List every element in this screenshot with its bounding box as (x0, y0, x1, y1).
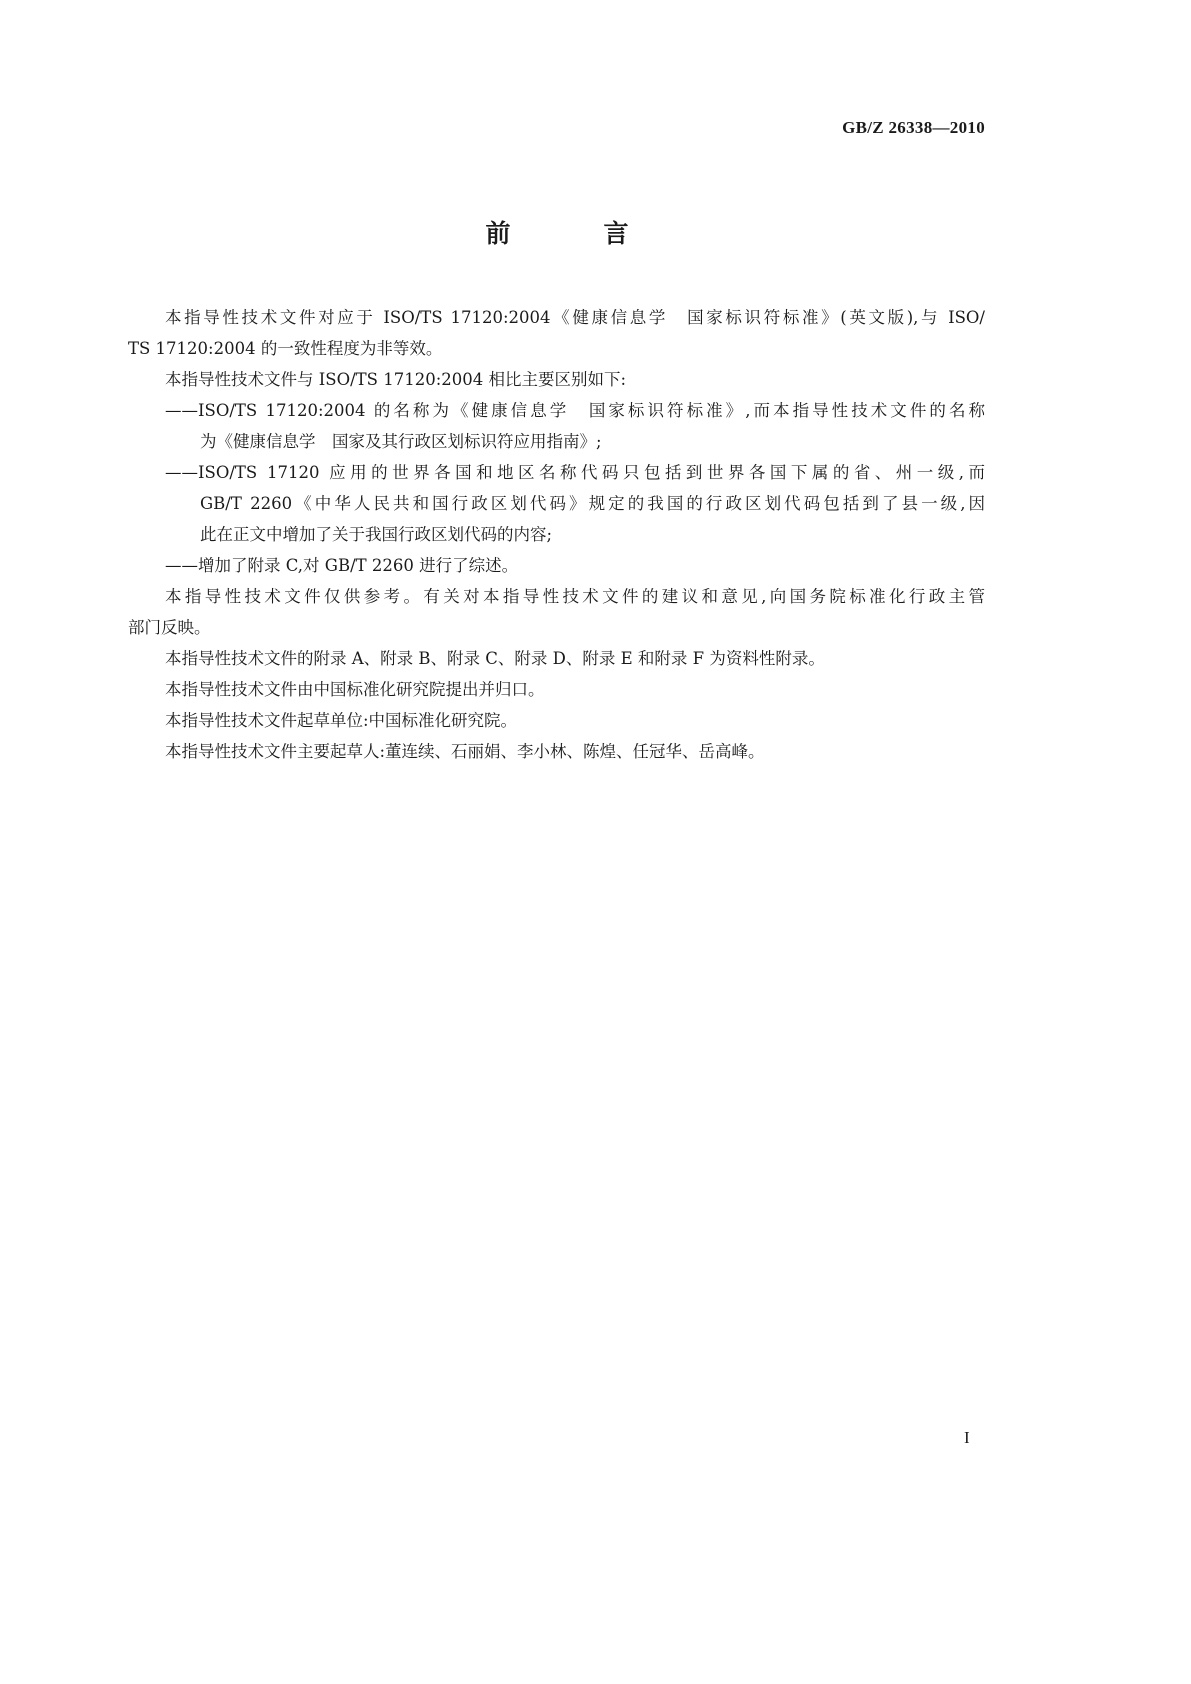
standard-number-header: GB/Z 26338—2010 (842, 118, 985, 137)
list-item-line: GB/T 2260《中华人民共和国行政区划代码》规定的我国的行政区划代码包括到了县一级,因 (200, 494, 985, 513)
paragraph-line: 本指导性技术文件由中国标准化研究院提出并归口。 (165, 680, 545, 699)
list-item-line: ——ISO/TS 17120 应用的世界各国和地区名称代码只包括到世界各国下属的省、州一级,而 (165, 463, 985, 482)
paragraph-line: 部门反映。 (128, 618, 211, 637)
list-item-line: ——增加了附录 C,对 GB/T 2260 进行了综述。 (165, 556, 519, 575)
page-title: 前 言 (485, 219, 663, 248)
paragraph-line: 本指导性技术文件的附录 A、附录 B、附录 C、附录 D、附录 E 和附录 F 为资料性附录。 (165, 649, 825, 668)
paragraph-line: TS 17120:2004 的一致性程度为非等效。 (128, 339, 443, 358)
paragraph-line: 本指导性技术文件仅供参考。有关对本指导性技术文件的建议和意见,向国务院标准化行政主管 (165, 587, 985, 606)
list-item-line: ——ISO/TS 17120:2004 的名称为《健康信息学 国家标识符标准》,而本指导性技术文件的名称 (165, 401, 985, 420)
paragraph-line: 本指导性技术文件起草单位:中国标准化研究院。 (165, 711, 518, 730)
paragraph-line: 本指导性技术文件与 ISO/TS 17120:2004 相比主要区别如下: (165, 370, 627, 389)
list-item-line: 此在正文中增加了关于我国行政区划代码的内容; (200, 525, 553, 544)
paragraph-line: 本指导性技术文件主要起草人:董连续、石丽娟、李小林、陈煌、任冠华、岳高峰。 (165, 742, 765, 761)
page-number: I (964, 1428, 970, 1447)
paragraph-line: 本指导性技术文件对应于 ISO/TS 17120:2004《健康信息学 国家标识符标准》(英文版),与 ISO/ (165, 308, 985, 327)
list-item-line: 为《健康信息学 国家及其行政区划标识符应用指南》; (200, 432, 602, 451)
